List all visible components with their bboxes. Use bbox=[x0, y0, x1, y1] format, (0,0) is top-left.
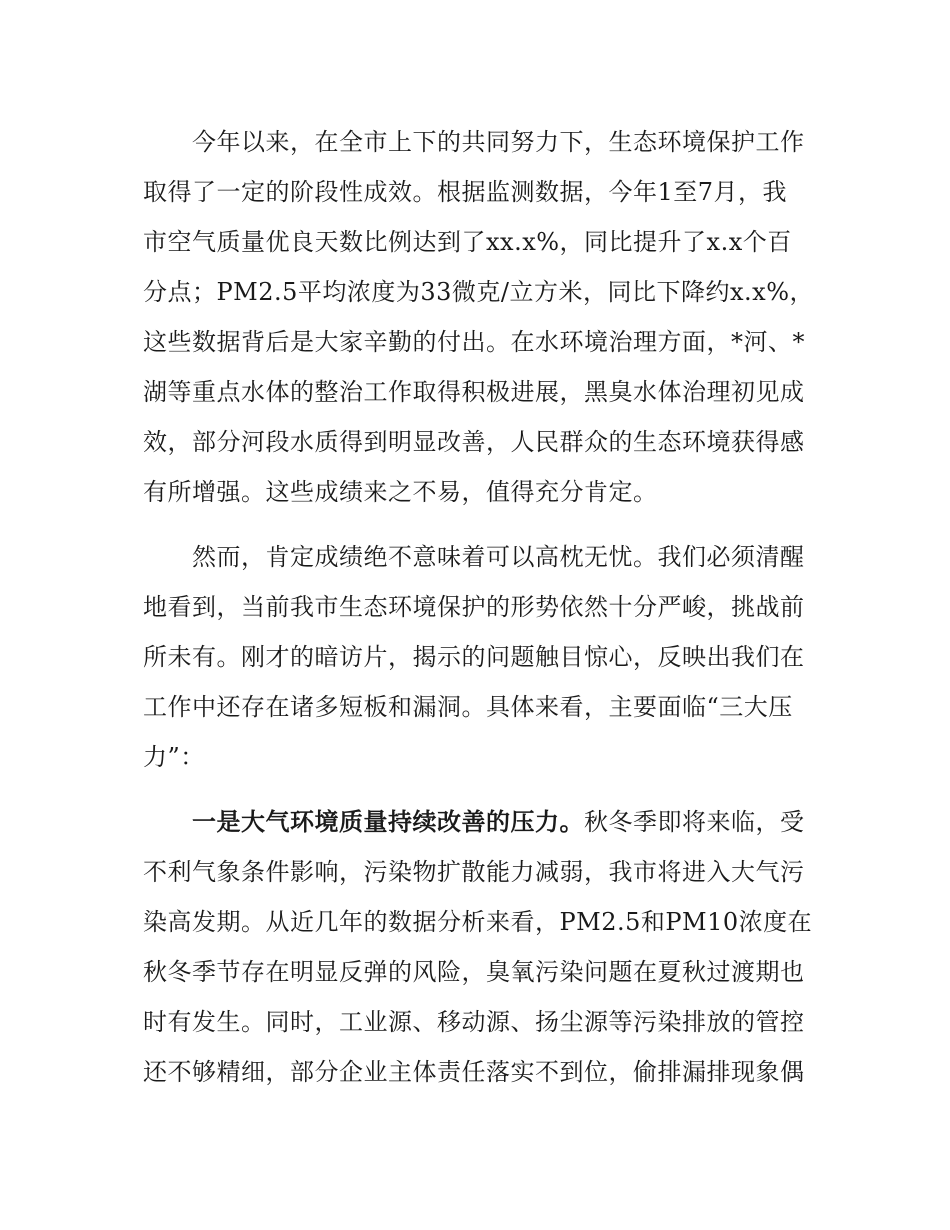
paragraph-3-line-1-text: 秋冬季即将来临，受 bbox=[584, 808, 805, 836]
paragraph-1-line-2: 取得了一定的阶段性成效。根据监测数据，今年1至7月，我 bbox=[143, 178, 788, 206]
paragraph-1-line-3: 市空气质量优良天数比例达到了xx.x%，同比提升了x.x个百 bbox=[143, 228, 792, 256]
paragraph-2-line-1: 然而，肯定成绩绝不意味着可以高枕无忧。我们必须清醒 bbox=[192, 543, 805, 571]
paragraph-2-line-4: 工作中还存在诸多短板和漏洞。具体来看，主要面临“三大压 bbox=[143, 693, 793, 721]
paragraph-3-line-2: 不利气象条件影响，污染物扩散能力减弱，我市将进入大气污 bbox=[143, 858, 805, 886]
paragraph-3-line-1 bbox=[192, 805, 805, 839]
paragraph-1-line-6: 湖等重点水体的整治工作取得积极进展，黑臭水体治理初见成 bbox=[143, 378, 805, 406]
paragraph-1-line-4: 分点；PM2.5平均浓度为33微克/立方米，同比下降约x.x%， bbox=[143, 278, 815, 306]
paragraph-3-line-5: 时有发生。同时，工业源、移动源、扬尘源等污染排放的管控 bbox=[143, 1008, 805, 1036]
paragraph-1-line-1: 今年以来，在全市上下的共同努力下，生态环境保护工作 bbox=[192, 128, 805, 156]
paragraph-3-line-4: 秋冬季节存在明显反弹的风险，臭氧污染问题在夏秋过渡期也 bbox=[143, 958, 805, 986]
paragraph-2-line-3: 所未有。刚才的暗访片，揭示的问题触目惊心，反映出我们在 bbox=[143, 643, 805, 671]
paragraph-3-line-6: 还不够精细，部分企业主体责任落实不到位，偷排漏排现象偶 bbox=[143, 1058, 805, 1086]
paragraph-3-lead-heading: 一是大气环境质量持续改善的压力。 bbox=[192, 808, 584, 836]
paragraph-3-line-3: 染高发期。从近几年的数据分析来看，PM2.5和PM10浓度在 bbox=[143, 908, 813, 936]
paragraph-2-line-5: 力”： bbox=[143, 743, 205, 771]
paragraph-1-line-5: 这些数据背后是大家辛勤的付出。在水环境治理方面，*河、* bbox=[143, 328, 805, 356]
paragraph-2-line-2: 地看到，当前我市生态环境保护的形势依然十分严峻，挑战前 bbox=[143, 593, 805, 621]
paragraph-1-line-7: 效，部分河段水质得到明显改善，人民群众的生态环境获得感 bbox=[143, 428, 805, 456]
paragraph-1-line-8: 有所增强。这些成绩来之不易，值得充分肯定。 bbox=[143, 478, 658, 506]
